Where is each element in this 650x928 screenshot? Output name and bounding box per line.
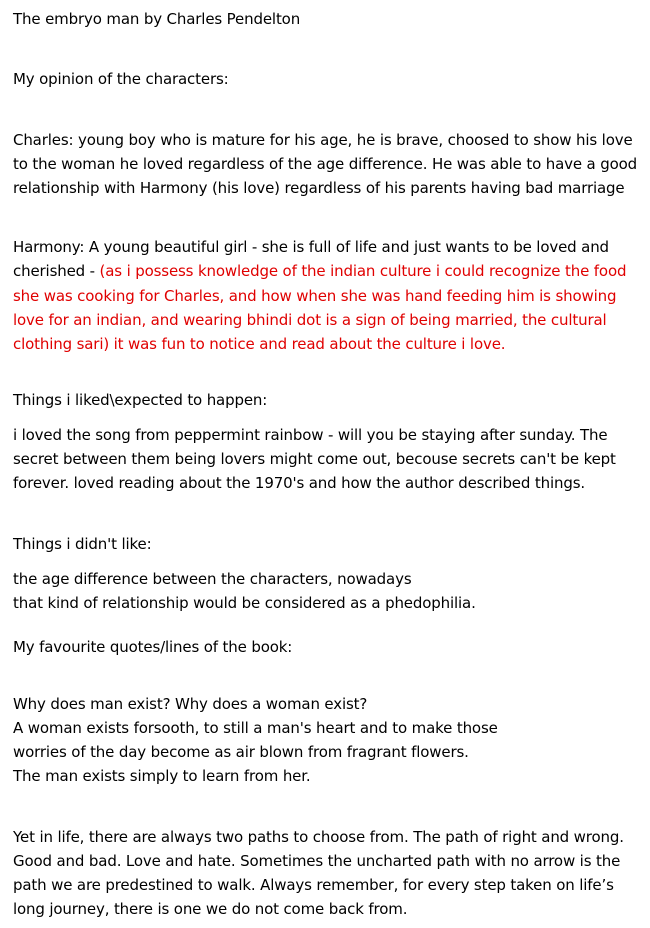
liked-line-2: secret between them being lovers might come out, becouse secrets can't be kept — [13, 450, 616, 468]
disliked-line-2: that kind of relationship would be considered as a phedophilia. — [13, 594, 476, 612]
disliked-line-1: the age difference between the characters, nowadays — [13, 570, 412, 588]
quote-2-line-1: Yet in life, there are always two paths to choose from. The path of right and wrong. — [13, 828, 624, 846]
harmony-highlight-start: (as i possess knowledge of the indian culture i could recognize the food — [99, 262, 627, 280]
quotes-heading: My favourite quotes/lines of the book: — [13, 638, 293, 656]
quote-1-line-3: worries of the day become as air blown from fragrant flowers. — [13, 743, 469, 761]
characters-heading: My opinion of the characters: — [13, 70, 229, 88]
harmony-highlight-line-1: she was cooking for Charles, and how when she was hand feeding him is showing — [13, 287, 617, 305]
harmony-highlight-line-3: clothing sari) it was fun to notice and read about the culture i love. — [13, 335, 506, 353]
harmony-line-2-black: cherished - — [13, 262, 100, 280]
quote-1-line-2: A woman exists forsooth, to still a man's heart and to make those — [13, 719, 498, 737]
quote-1-line-4: The man exists simply to learn from her. — [13, 767, 311, 785]
charles-line-2: to the woman he loved regardless of the age difference. He was able to have a good — [13, 155, 638, 173]
quote-2-line-2: Good and bad. Love and hate. Sometimes the uncharted path with no arrow is the — [13, 852, 621, 870]
document-title: The embryo man by Charles Pendelton — [13, 10, 301, 28]
quote-1-line-1: Why does man exist? Why does a woman exist? — [13, 695, 368, 713]
liked-heading: Things i liked\expected to happen: — [13, 391, 268, 409]
charles-line-3: relationship with Harmony (his love) regardless of his parents having bad marriage — [13, 179, 625, 197]
liked-line-3: forever. loved reading about the 1970's and how the author described things. — [13, 474, 585, 492]
harmony-line-1: Harmony: A young beautiful girl - she is full of life and just wants to be loved and — [13, 238, 609, 256]
quote-2-line-3: path we are predestined to walk. Always remember, for every step taken on life’s — [13, 876, 614, 894]
harmony-highlight-line-2: love for an indian, and wearing bhindi dot is a sign of being married, the cultural — [13, 311, 607, 329]
harmony-line-2 — [13, 259, 626, 283]
quote-2-line-4: long journey, there is one we do not come back from. — [13, 900, 408, 918]
charles-line-1: Charles: young boy who is mature for his age, he is brave, choosed to show his love — [13, 131, 633, 149]
liked-line-1: i loved the song from peppermint rainbow - will you be staying after sunday. The — [13, 426, 608, 444]
disliked-heading: Things i didn't like: — [13, 535, 152, 553]
